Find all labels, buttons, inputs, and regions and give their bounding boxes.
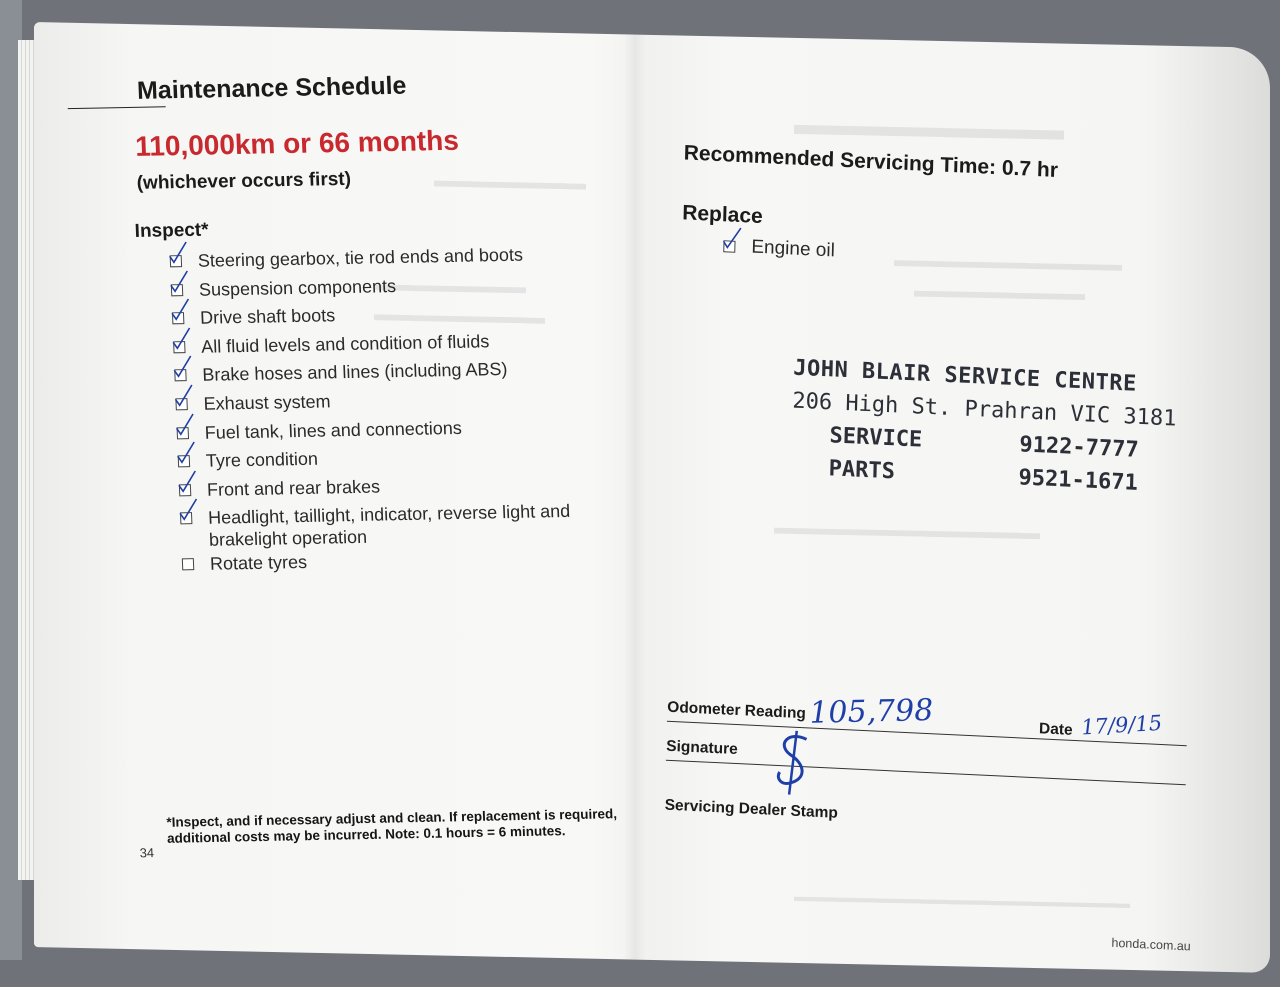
replace-heading: Replace (681, 201, 764, 229)
bleed-through-text: ▬▬▬▬▬▬▬▬▬ (914, 280, 1085, 306)
date-value-handwritten: 17/9/15 (1080, 710, 1164, 740)
odometer-value-handwritten: 105,798 (808, 692, 935, 731)
inspect-item-label: Brake hoses and lines (including ABS) (202, 359, 508, 386)
bleed-through-text: ▬▬▬▬▬▬▬▬▬ (794, 107, 1064, 147)
inspect-checklist (167, 242, 640, 583)
interval-note: (whichever occurs first) (136, 168, 352, 194)
checkbox[interactable] (182, 558, 194, 570)
parts-phone: 9521-1671 (1018, 465, 1139, 496)
checkmark-icon (174, 440, 197, 470)
dealer-rubber-stamp (790, 355, 1177, 498)
signature-scribble (767, 726, 829, 799)
bleed-through-text: ▬▬▬▬▬▬▬▬ (434, 170, 586, 195)
service-phone: 9122-7777 (1019, 432, 1139, 463)
recommended-servicing-time: Recommended Servicing Time: 0.7 hr (683, 141, 1059, 182)
checkmark-icon (168, 297, 191, 327)
footnote: *Inspect, and if necessary adjust and clean. If replacement is required, additional costs may be incurred. Note: 0.1 hours = 6 minutes. (166, 806, 618, 846)
inspect-item-label: All fluid levels and condition of fluids (200, 331, 490, 357)
signature-label: Signature (666, 737, 738, 759)
bleed-through-text: ▬▬▬▬▬▬▬▬▬▬▬▬▬▬ (774, 517, 1040, 545)
date-label: Date (1038, 720, 1073, 739)
inspect-item-label: Steering gearbox, tie rod ends and boots (197, 244, 524, 271)
inspect-item-label: Rotate tyres (209, 552, 308, 575)
checkmark-icon (172, 383, 195, 413)
website-footer: honda.com.au (1111, 935, 1191, 954)
dealer-name: JOHN BLAIR SERVICE CENTRE (792, 355, 1138, 397)
bleed-through-text: ▬▬▬▬▬▬▬▬ (374, 274, 526, 299)
checkmark-icon (167, 269, 190, 299)
replace-item-label: Engine oil (751, 236, 836, 262)
left-page (30, 15, 667, 952)
inspect-item-label: Headlight, taillight, indicator, reverse light and brakelight operation (207, 501, 571, 551)
inspect-item-label: Suspension components (198, 275, 397, 300)
signature-field[interactable] (666, 738, 1186, 785)
inspect-item-label: Fuel tank, lines and connections (204, 417, 463, 443)
odometer-label: Odometer Reading (667, 698, 807, 723)
replace-item-engine-oil[interactable] (721, 235, 835, 262)
parts-label: PARTS (828, 456, 896, 485)
checkmark-icon (175, 469, 198, 499)
checkmark-icon (720, 225, 743, 256)
inspect-item-label: Exhaust system (203, 391, 331, 414)
checkmark-icon (173, 412, 196, 442)
inspect-item-label: Front and rear brakes (206, 476, 381, 500)
service-label: SERVICE (829, 423, 923, 453)
page-title: Maintenance Schedule (136, 71, 407, 105)
checkmark-icon (171, 354, 194, 384)
checkmark-icon (169, 326, 192, 356)
servicing-dealer-stamp-label: Servicing Dealer Stamp (664, 796, 839, 822)
service-interval: 110,000km or 66 months (134, 124, 460, 162)
title-rule (68, 106, 166, 109)
checkmark-icon (176, 497, 199, 527)
inspect-heading: Inspect* (134, 219, 209, 242)
dealer-address: 206 High St. Prahran VIC 3181 (792, 388, 1177, 432)
bleed-through-text: ▬▬▬▬▬▬▬▬▬▬▬▬ (894, 250, 1122, 276)
bleed-through-text: ▬▬▬▬▬▬▬▬▬ (374, 304, 545, 329)
inspect-item-label: Tyre condition (205, 448, 319, 471)
page-number: 34 (139, 845, 155, 861)
right-page (633, 34, 1257, 986)
checkmark-icon (166, 240, 189, 270)
service-booklet (34, 22, 1270, 973)
inspect-item-label: Drive shaft boots (199, 305, 336, 328)
bleed-through-text: ▬▬▬▬▬▬▬▬▬▬▬▬▬▬▬▬▬▬▬▬▬▬▬▬ (794, 887, 1130, 911)
